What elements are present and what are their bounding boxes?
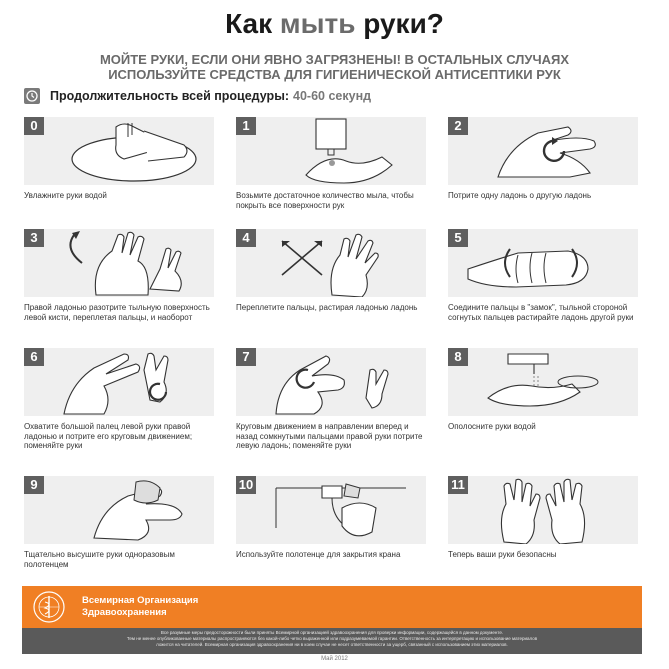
step-0 <box>24 117 214 201</box>
step-11 <box>448 476 638 560</box>
step-illustration <box>448 348 638 416</box>
step-illustration <box>236 229 426 297</box>
step-illustration <box>448 476 638 544</box>
step-number: 8 <box>448 348 468 366</box>
step-caption: Тщательно высушите руки одноразовым полотенцем <box>24 550 175 569</box>
step-5 <box>448 229 638 322</box>
fingertips-rotation-icon <box>236 348 426 416</box>
palm-to-palm-icon <box>448 117 638 185</box>
org-name-line-2: Здравоохранения <box>82 607 167 618</box>
duration-row <box>24 88 371 104</box>
step-caption: Соедините пальцы в "замок", тыльной стороной согнутых пальцев растирайте ладонь другой руки <box>448 303 634 322</box>
interlaced-fingers-icon <box>236 229 426 297</box>
thumb-rotation-icon <box>24 348 214 416</box>
footer-banner <box>22 586 642 628</box>
step-number: 4 <box>236 229 256 247</box>
publication-date: Май 2012 <box>321 656 348 662</box>
step-caption: Возьмите достаточное количество мыла, чтобы покрыть все поверхности рук <box>236 191 414 210</box>
step-caption: Правой ладонью разотрите тыльную поверхность левой кисти, переплетая пальцы, и наоборот <box>24 303 210 322</box>
step-number: 10 <box>236 476 256 494</box>
step-caption: Используйте полотенце для закрытия крана <box>236 550 401 559</box>
org-name <box>82 595 198 619</box>
step-number: 0 <box>24 117 44 135</box>
step-caption: Охватите большой палец левой руки правой ладонью и потрите его круговым движением; поменяйте руки <box>24 422 193 450</box>
step-number: 5 <box>448 229 468 247</box>
step-number: 6 <box>24 348 44 366</box>
towel-close-tap-icon <box>236 476 426 544</box>
step-9 <box>24 476 214 569</box>
step-illustration <box>236 476 426 544</box>
step-caption: Переплетите пальцы, растирая ладонью ладонь <box>236 303 418 312</box>
rinse-hands-icon <box>448 348 638 416</box>
step-number: 9 <box>24 476 44 494</box>
duration-label: Продолжительность всей процедуры: <box>50 89 290 103</box>
legal-notice <box>22 628 642 654</box>
dry-hands-towel-icon <box>24 476 214 544</box>
back-of-hands-icon <box>24 229 214 297</box>
step-number: 11 <box>448 476 468 494</box>
org-name-line-1: Всемирная Организация <box>82 595 199 606</box>
page-title <box>0 8 669 40</box>
wet-hands-icon <box>24 117 214 185</box>
step-caption: Увлажните руки водой <box>24 191 107 200</box>
legal-line-1: Все разумные меры предосторожности были приняты Всемирной организацией здравоохранения для проверки информации, содержащейся в данном документе. <box>160 630 504 635</box>
legal-line-2: Тем не менее опубликованные материалы распространяются без какой-либо четко выраженной или подразумеваемой гарантии. Ответственность за интерпретацию и использование материалов <box>126 636 538 641</box>
step-illustration <box>448 229 638 297</box>
title-text-end: руки? <box>355 8 444 39</box>
interlocked-fingers-icon <box>448 229 638 297</box>
step-illustration <box>236 348 426 416</box>
step-8 <box>448 348 638 432</box>
step-caption: Ополосните руки водой <box>448 422 536 431</box>
step-3 <box>24 229 214 322</box>
clock-icon <box>24 88 40 104</box>
step-number: 1 <box>236 117 256 135</box>
clean-hands-icon <box>448 476 638 544</box>
step-caption: Круговым движением в направлении вперед и назад сомкнутыми пальцами правой руки потрите левую ладонь; поменяйте руки <box>236 422 423 450</box>
step-number: 2 <box>448 117 468 135</box>
step-number: 3 <box>24 229 44 247</box>
step-4 <box>236 229 426 313</box>
title-text: Как <box>225 8 280 39</box>
step-caption: Потрите одну ладонь о другую ладонь <box>448 191 592 200</box>
step-illustration <box>24 229 214 297</box>
step-illustration <box>24 476 214 544</box>
step-6 <box>24 348 214 451</box>
who-emblem-icon <box>32 590 66 624</box>
title-highlight: мыть <box>279 8 356 39</box>
step-illustration <box>24 348 214 416</box>
legal-line-3: ложится на читателей. Всемирная организация здравоохранения ни в коем случае не несет ответственности за ущерб, связанный с использованием этих материалов. <box>156 642 508 647</box>
subtitle-line-1: МОЙТЕ РУКИ, ЕСЛИ ОНИ ЯВНО ЗАГРЯЗНЕНЫ! В ОСТАЛЬНЫХ СЛУЧАЯХ <box>99 52 570 67</box>
step-7 <box>236 348 426 451</box>
soap-dispenser-icon <box>236 117 426 185</box>
step-illustration <box>236 117 426 185</box>
step-number: 7 <box>236 348 256 366</box>
step-2 <box>448 117 638 201</box>
step-1 <box>236 117 426 210</box>
subtitle <box>10 52 659 82</box>
subtitle-line-2: ИСПОЛЬЗУЙТЕ СРЕДСТВА ДЛЯ ГИГИЕНИЧЕСКОЙ АНТИСЕПТИКИ РУК <box>108 67 561 82</box>
step-10 <box>236 476 426 560</box>
step-caption: Теперь ваши руки безопасны <box>448 550 557 559</box>
step-illustration <box>24 117 214 185</box>
step-illustration <box>448 117 638 185</box>
duration-value: 40-60 секунд <box>293 89 372 103</box>
